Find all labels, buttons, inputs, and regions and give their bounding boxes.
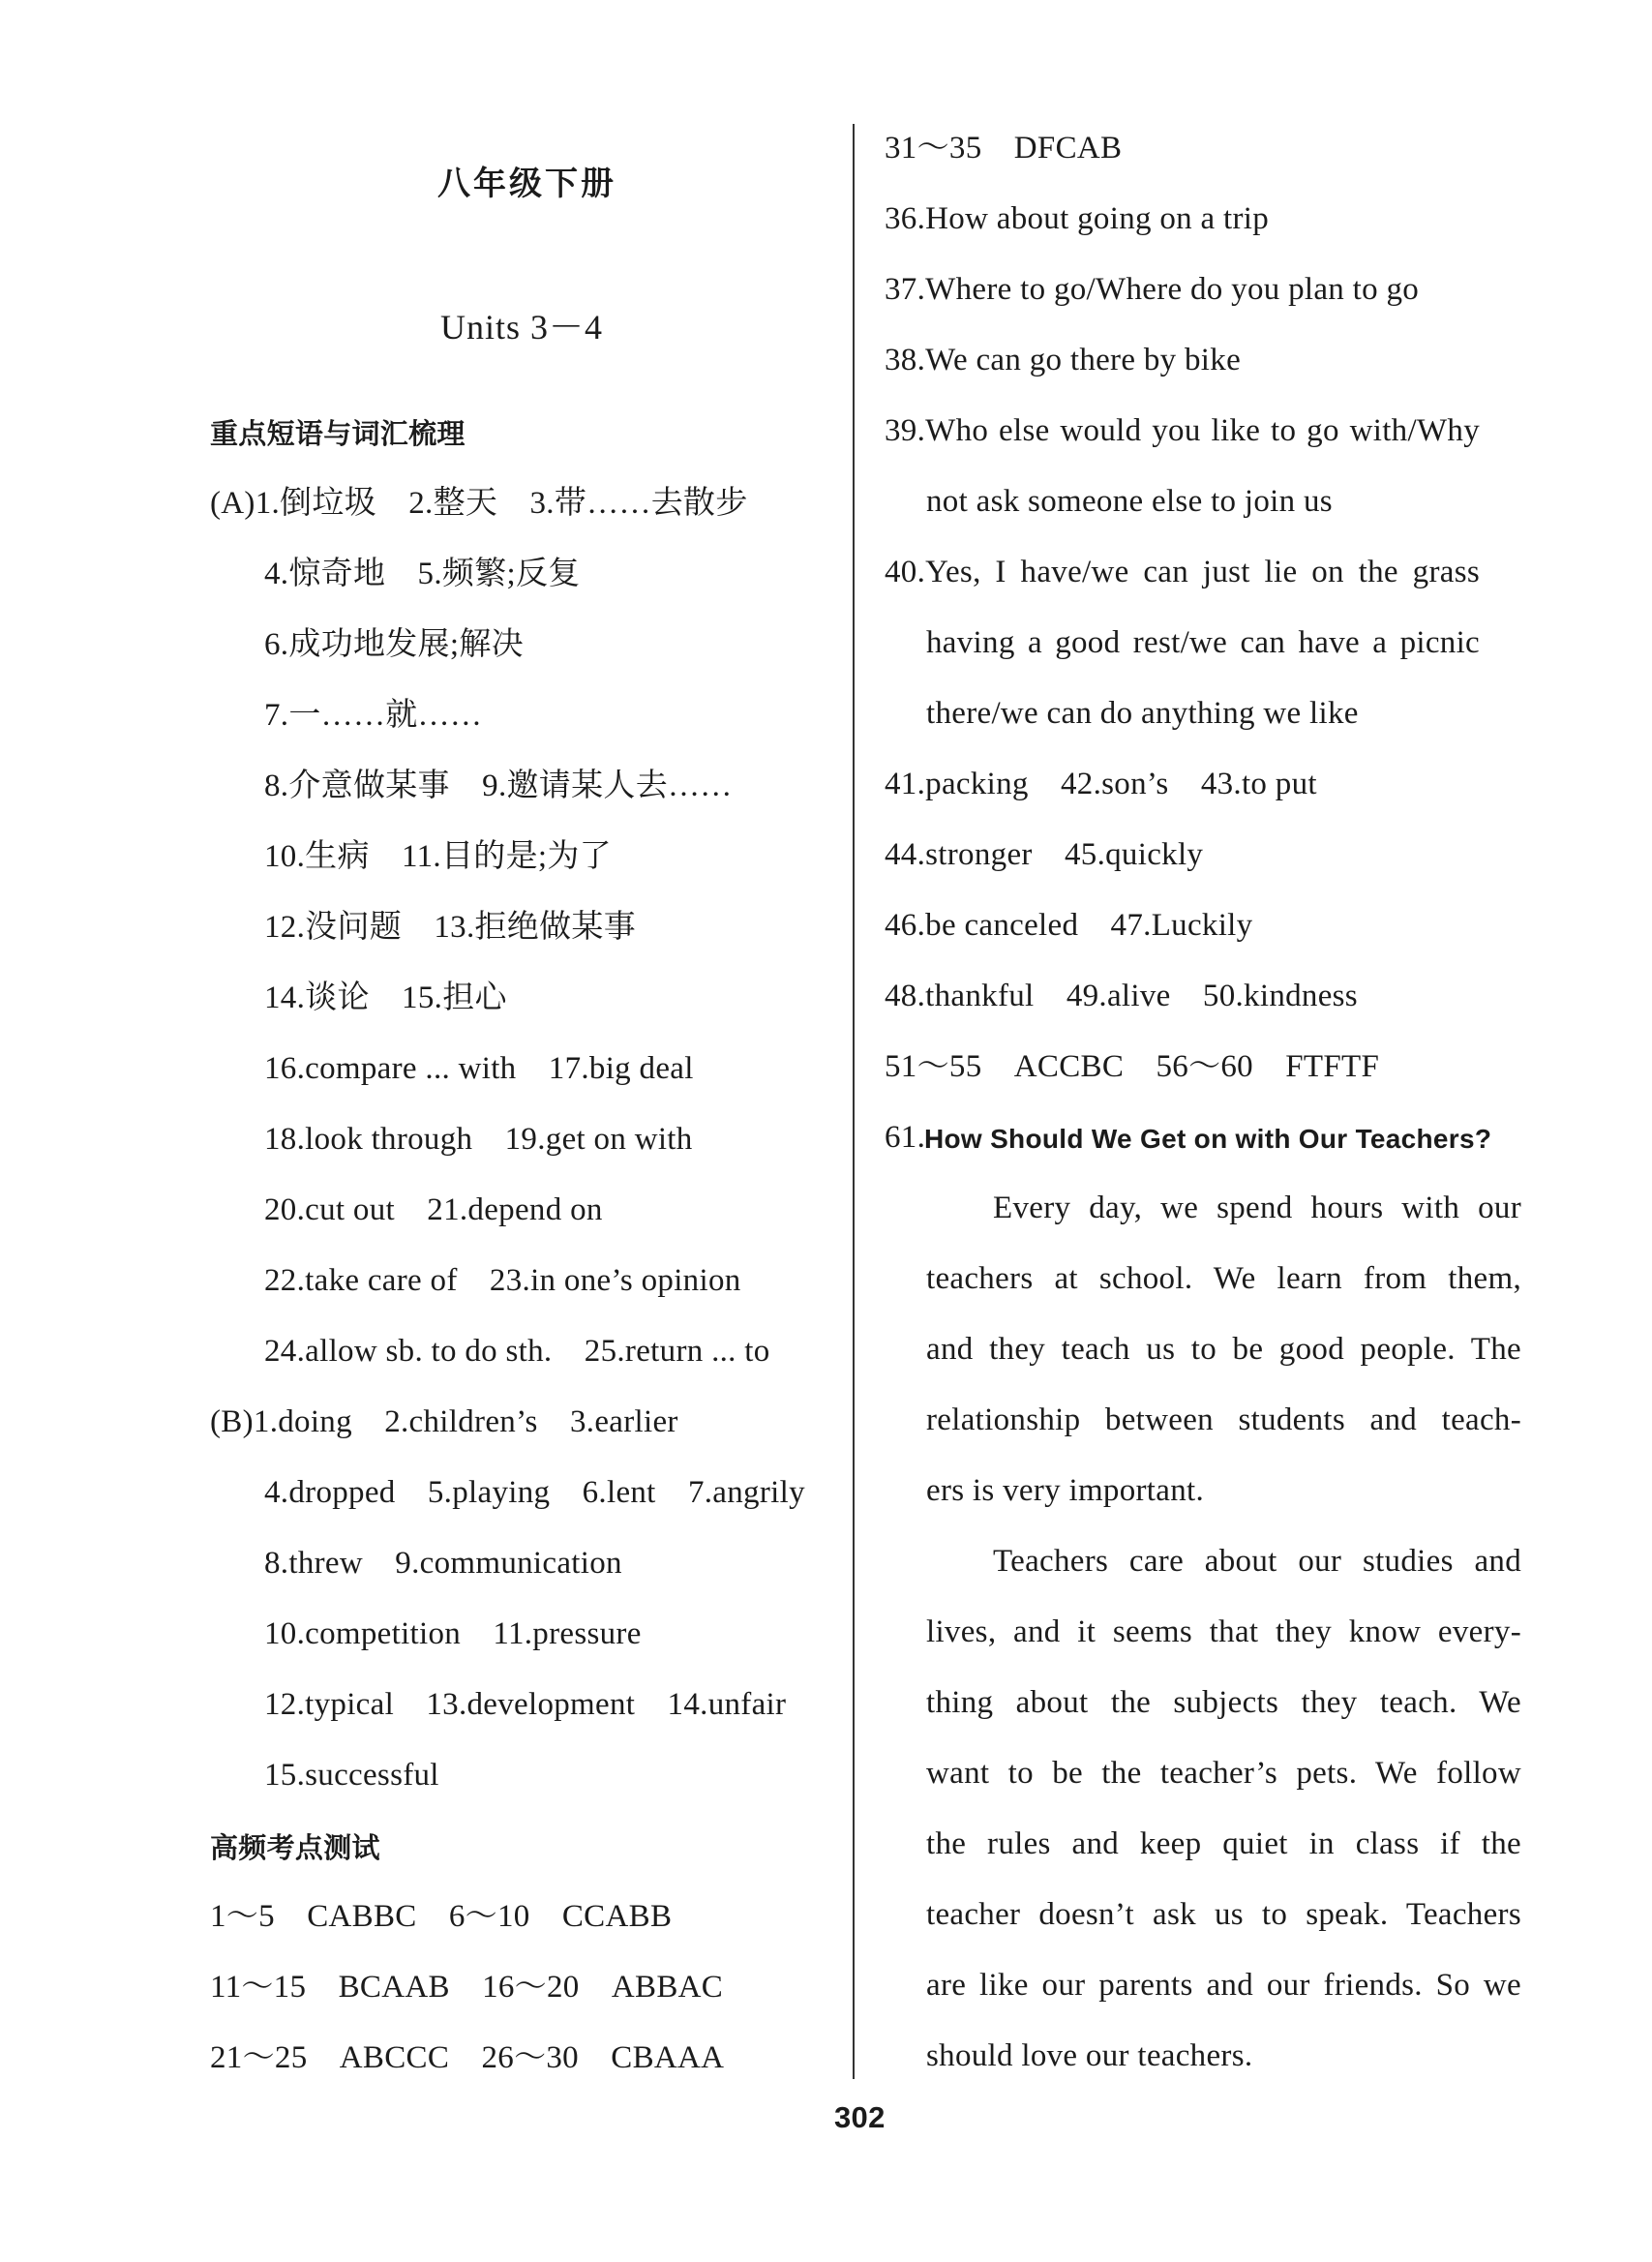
essay-line: thing about the subjects they teach. We bbox=[926, 1685, 1521, 1720]
answer-line: 12.typical 13.development 14.unfair bbox=[264, 1687, 787, 1722]
answer-line: 8.threw 9.communication bbox=[264, 1546, 622, 1581]
answer-line: 22.take care of 23.in one’s opinion bbox=[264, 1263, 741, 1298]
answer-line: not ask someone else to join us bbox=[926, 484, 1333, 519]
essay-line: the rules and keep quiet in class if the bbox=[926, 1826, 1521, 1861]
unit-heading: Units 3－4 bbox=[440, 308, 604, 347]
answer-line: 15.successful bbox=[264, 1758, 439, 1793]
answer-line: (A)1.倒垃圾 2.整天 3.带……去散步 bbox=[210, 486, 748, 521]
answer-line: 7.一……就…… bbox=[264, 698, 483, 733]
book-title: 八年级下册 bbox=[437, 165, 616, 203]
essay-line: teacher doesn’t ask us to speak. Teachers bbox=[926, 1897, 1521, 1932]
answer-line: 14.谈论 15.担心 bbox=[264, 980, 507, 1015]
answer-line: 40.Yes, I have/we can just lie on the grass bbox=[885, 555, 1480, 589]
answer-line: (B)1.doing 2.children’s 3.earlier bbox=[210, 1404, 678, 1439]
answer-line: 48.thankful 49.alive 50.kindness bbox=[885, 979, 1358, 1013]
essay-line: lives, and it seems that they know every- bbox=[926, 1614, 1521, 1649]
answer-line: 6.成功地发展;解决 bbox=[264, 627, 524, 662]
answer-line: 20.cut out 21.depend on bbox=[264, 1192, 603, 1227]
test-answer-line: 1～5 CABBC 6～10 CCABB bbox=[210, 1899, 673, 1934]
answer-line: 41.packing 42.son’s 43.to put bbox=[885, 767, 1317, 801]
answer-line: 38.We can go there by bike bbox=[885, 343, 1242, 377]
essay-line: ers is very important. bbox=[926, 1473, 1205, 1508]
answer-line: 46.be canceled 47.Luckily bbox=[885, 908, 1253, 943]
answer-line: 31～35 DFCAB bbox=[885, 131, 1123, 166]
essay-line: should love our teachers. bbox=[926, 2038, 1253, 2073]
essay-line: relationship between students and teach- bbox=[926, 1402, 1521, 1437]
answer-line: 4.惊奇地 5.频繁;反复 bbox=[264, 557, 581, 591]
section-heading-tests: 高频考点测试 bbox=[210, 1831, 380, 1864]
essay-line: are like our parents and our friends. So we bbox=[926, 1968, 1521, 2003]
page-number: 302 bbox=[834, 2100, 886, 2134]
answer-line: 10.competition 11.pressure bbox=[264, 1616, 642, 1651]
answer-line: 24.allow sb. to do sth. 25.return ... to bbox=[264, 1334, 770, 1369]
answer-line: 4.dropped 5.playing 6.lent 7.angrily bbox=[264, 1475, 805, 1510]
essay-line: want to be the teacher’s pets. We follow bbox=[926, 1756, 1521, 1791]
answer-line: having a good rest/we can have a picnic bbox=[926, 625, 1480, 660]
essay-title: How Should We Get on with Our Teachers? bbox=[924, 1124, 1492, 1154]
test-answer-line: 11～15 BCAAB 16～20 ABBAC bbox=[210, 1970, 724, 2005]
test-answer-line: 21～25 ABCCC 26～30 CBAAA bbox=[210, 2040, 725, 2075]
essay-number: 61. bbox=[885, 1120, 926, 1155]
answer-line: 8.介意做某事 9.邀请某人去…… bbox=[264, 769, 733, 803]
answer-line: 10.生病 11.目的是;为了 bbox=[264, 839, 612, 874]
answer-line: 44.stronger 45.quickly bbox=[885, 837, 1204, 872]
essay-line: teachers at school. We learn from them, bbox=[926, 1261, 1521, 1296]
answer-line: there/we can do anything we like bbox=[926, 696, 1359, 731]
answer-line: 39.Who else would you like to go with/Why bbox=[885, 413, 1480, 448]
answer-line: 51～55 ACCBC 56～60 FTFTF bbox=[885, 1049, 1380, 1084]
column-divider bbox=[853, 124, 855, 2079]
answer-line: 12.没问题 13.拒绝做某事 bbox=[264, 910, 636, 945]
answer-line: 18.look through 19.get on with bbox=[264, 1122, 693, 1157]
essay-line: and they teach us to be good people. The bbox=[926, 1332, 1521, 1367]
answer-line: 16.compare ... with 17.big deal bbox=[264, 1051, 694, 1086]
section-heading-phrases: 重点短语与词汇梳理 bbox=[210, 417, 466, 450]
answer-line: 36.How about going on a trip bbox=[885, 201, 1270, 236]
essay-line: Every day, we spend hours with our bbox=[993, 1191, 1521, 1225]
answer-line: 37.Where to go/Where do you plan to go bbox=[885, 272, 1420, 307]
essay-line: Teachers care about our studies and bbox=[993, 1544, 1521, 1579]
